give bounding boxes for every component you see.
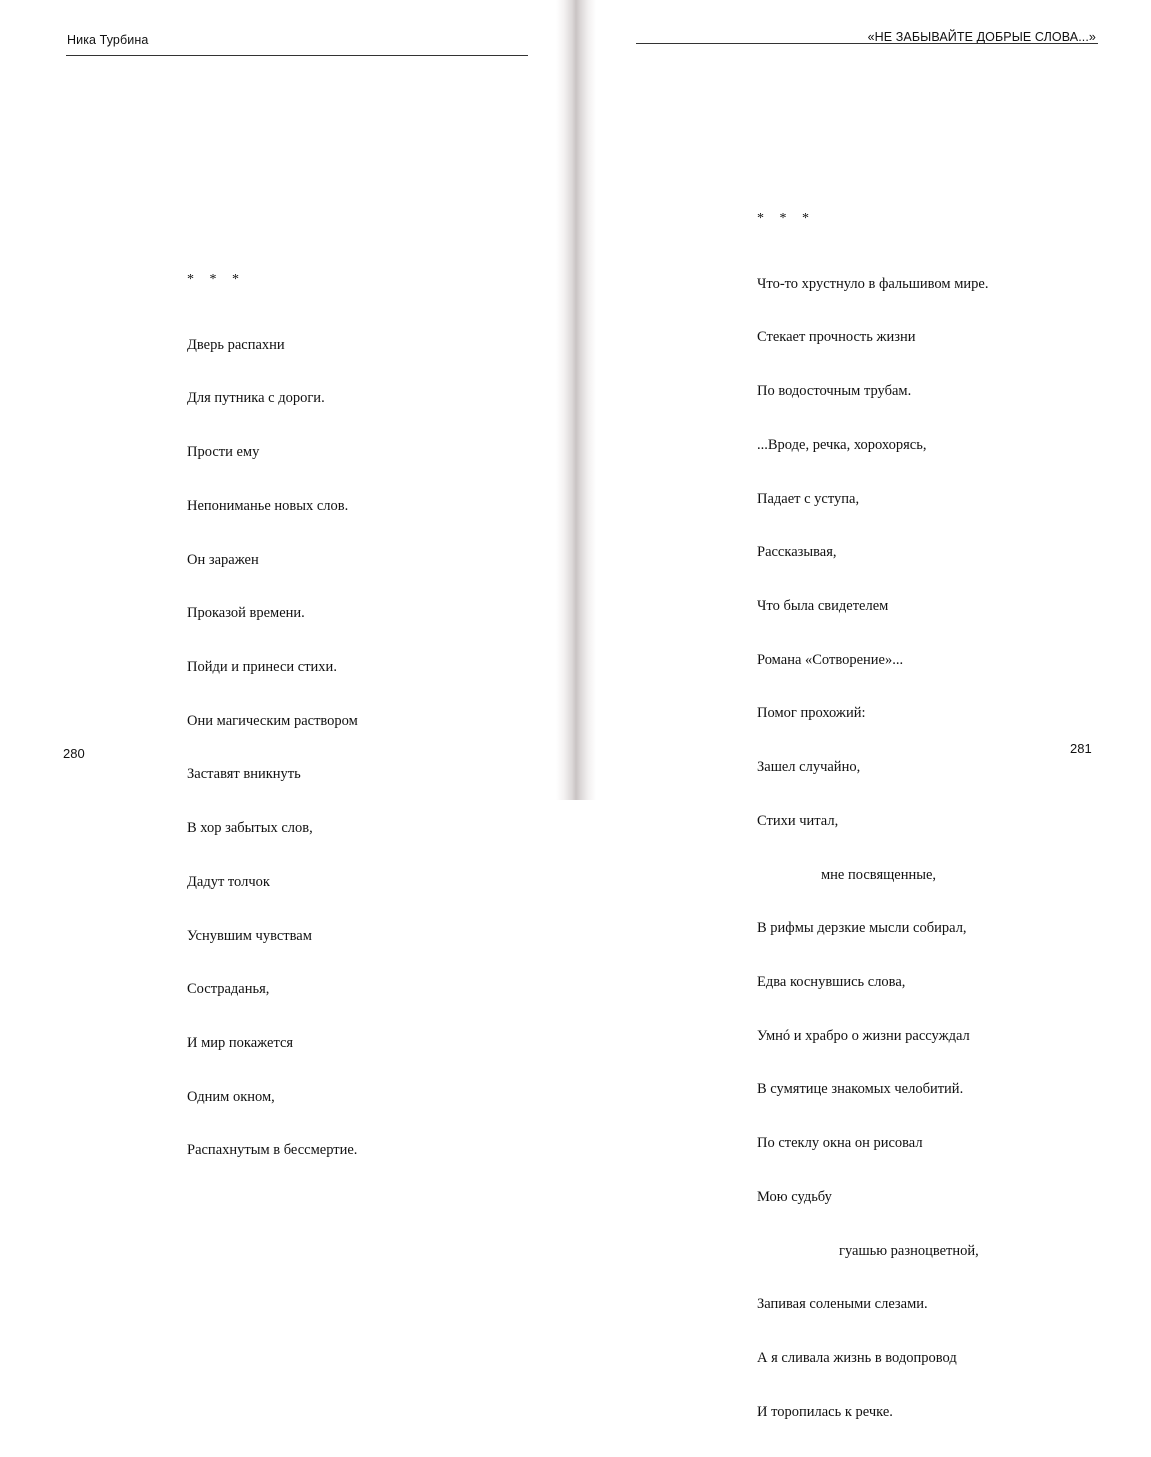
poem-line: Помог прохожий: (757, 705, 866, 722)
poem-line: В хор забытых слов, (187, 820, 313, 837)
poem-line: По стеклу окна он рисовал (757, 1135, 923, 1152)
poem-separator: * * * (757, 210, 815, 226)
poem-line: Стихи читал, (757, 812, 839, 829)
running-head-title: «НЕ ЗАБЫВАЙТЕ ДОБРЫЕ СЛОВА...» (867, 30, 1096, 44)
poem-line-indented: мне посвященные, (821, 866, 937, 883)
poem-line: Стекает прочность жизни (757, 329, 916, 346)
book-gutter (556, 0, 596, 800)
poem-line: Дадут толчок (187, 873, 270, 890)
poem-line: Умнó и храбро о жизни рассуждал (757, 1027, 970, 1044)
poem-line: Что-то хрустнуло в фальшивом мире. (757, 275, 989, 292)
poem-line: Романа «Сотворение»... (757, 651, 904, 668)
poem-line: ...Вроде, речка, хорохорясь, (757, 436, 927, 453)
poem-line: Распахнутым в бессмертие. (187, 1142, 358, 1159)
poem-line: И мир покажется (187, 1034, 294, 1051)
page-number: 281 (1070, 741, 1092, 756)
poem-line-indented: гуашью разноцветной, (839, 1242, 979, 1259)
poem-line: Прости ему (187, 444, 260, 461)
poem-line: А я сливала жизнь в водопровод (757, 1350, 957, 1366)
poem-separator: * * * (187, 271, 245, 287)
poem-line: Запивая солеными слезами. (757, 1296, 928, 1313)
poem-line: По водосточным трубам. (757, 383, 912, 400)
poem-line: И торопилась к речке. (757, 1403, 893, 1420)
left-page (0, 0, 566, 1159)
running-head-author: Ника Турбина (67, 33, 149, 47)
poem-line: Одним окном, (187, 1088, 275, 1105)
poem-left (187, 235, 358, 1196)
poem-line: В сумятице знакомых челобитий. (757, 1081, 964, 1098)
poem-line: Непониманье новых слов. (187, 497, 349, 514)
poem-line: Уснувшим чувствам (187, 927, 312, 944)
poem-line: Мою судьбу (757, 1188, 832, 1205)
poem-line: Едва коснувшись слова, (757, 973, 906, 990)
poem-line: Он заражен (187, 551, 259, 568)
poem-line: Пойди и принеси стихи. (187, 658, 337, 675)
page-number: 280 (63, 746, 85, 761)
poem-line: Они магическим раствором (187, 712, 358, 729)
poem-right (757, 174, 988, 1457)
poem-line: Проказой времени. (187, 605, 305, 622)
poem-line: Для путника с дороги. (187, 390, 325, 407)
poem-line: Что была свидетелем (757, 597, 889, 614)
poem-line: Состраданья, (187, 981, 270, 998)
poem-line: Зашел случайно, (757, 759, 861, 776)
poem-line: В рифмы дерзкие мысли собирал, (757, 920, 967, 937)
poem-line: Дверь распахни (187, 336, 285, 353)
header-rule (636, 43, 1098, 44)
poem-line: Падает с уступа, (757, 490, 860, 507)
poem-line: Заставят вникнуть (187, 766, 301, 783)
header-rule (66, 55, 528, 56)
poem-line: Рассказывая, (757, 544, 837, 561)
